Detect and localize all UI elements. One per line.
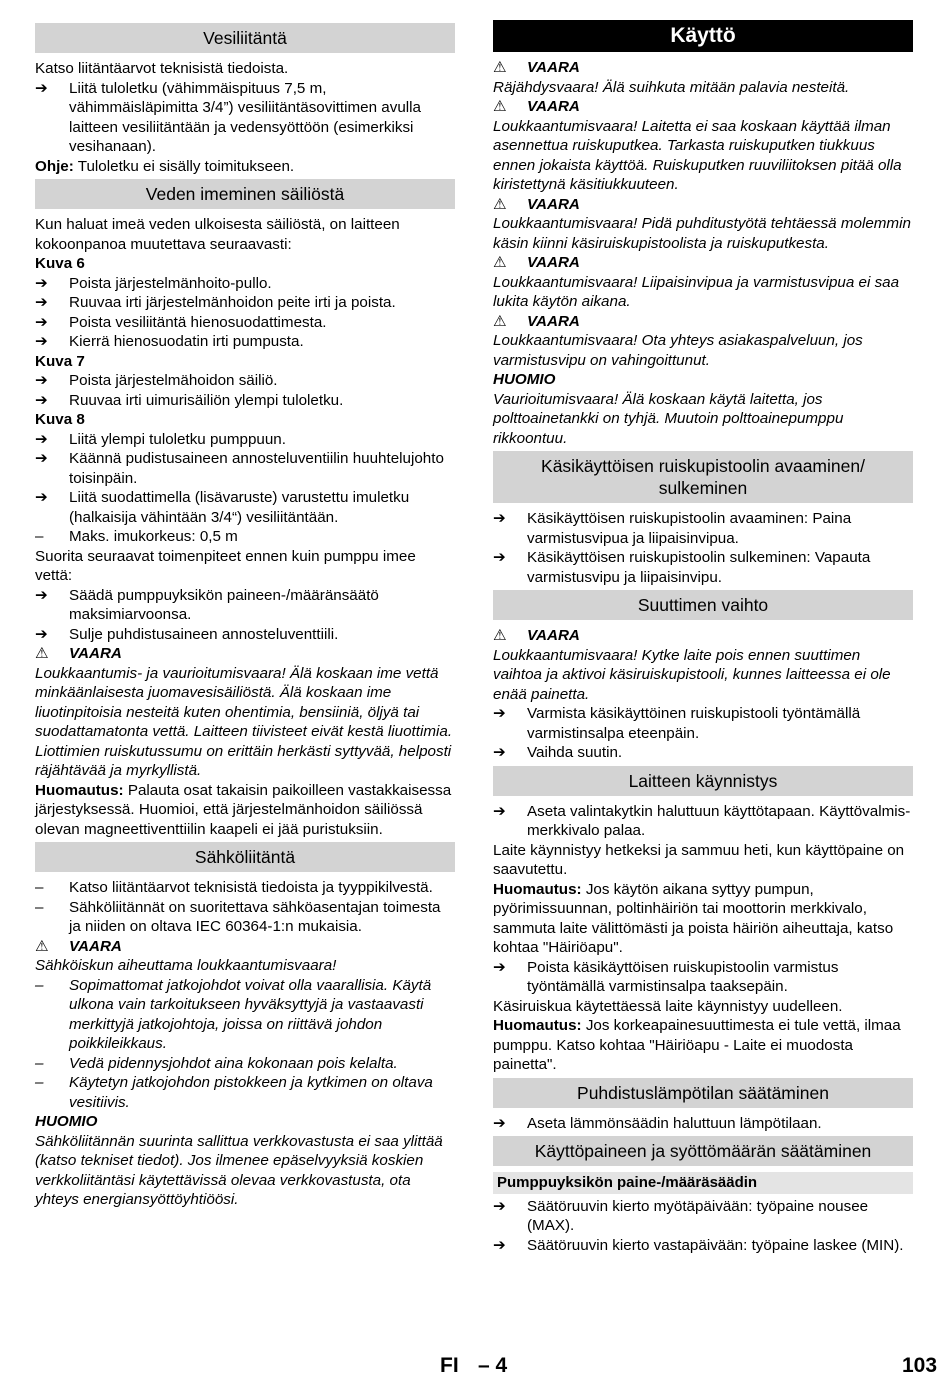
item-text: Käännä pudistusaineen annosteluventiilin huuhtelujohto toisinpäin.	[69, 450, 444, 487]
instruction-step	[35, 79, 455, 157]
arrow-icon: ➔	[493, 549, 506, 566]
warning-label: VAARA	[69, 645, 122, 662]
instruction-step	[35, 430, 455, 450]
item-text: Liitä ylempi tuloletku pumppuun.	[69, 430, 286, 448]
note-paragraph	[35, 157, 455, 177]
left-column	[35, 20, 455, 1210]
warning-heading	[493, 195, 913, 215]
arrow-icon: ➔	[35, 333, 48, 350]
item-text: Poista järjestelmänhoito-pullo.	[69, 274, 272, 292]
warning-triangle-icon: ⚠	[493, 254, 507, 271]
instruction-step	[493, 743, 913, 763]
warning-heading	[493, 312, 913, 332]
item-text: Käsikäyttöisen ruiskupistoolin avaaminen: Paina varmistusvipua ja liipaisinvipua.	[527, 510, 852, 547]
warning-label: VAARA	[527, 98, 580, 115]
item-text: Sopimattomat jatkojohdot voivat olla vaarallisia. Käytä ulkona vain tarkoitukseen hyväksyttyjä ja vastaavasti merkittyjä jatkojohtoja, joissa on riittävä johdon poikkileikkaus.	[69, 976, 432, 1052]
item-text: Vaihda suutin.	[527, 744, 623, 761]
item-text: Varmista käsikäyttöinen ruiskupistooli työntämällä varmistinsalpa eteenpäin.	[527, 705, 861, 742]
arrow-icon: ➔	[35, 391, 48, 409]
arrow-icon: ➔	[493, 1197, 506, 1215]
item-text: Käsikäyttöisen ruiskupistoolin sulkeminen: Vapauta varmistusvipu ja liipaisinvipu.	[527, 549, 871, 586]
warning-heading	[493, 253, 913, 273]
notice-heading: HUOMIO	[493, 371, 556, 388]
arrow-icon: ➔	[493, 802, 506, 820]
item-text: Sähköliitännät on suoritettava sähköasentajan toimesta ja niiden on oltava IEC 60364-1:n mukaisia.	[69, 898, 441, 935]
warning-triangle-icon: ⚠	[493, 312, 507, 330]
paragraph: Kun haluat imeä veden ulkoisesta säiliöstä, on laitteen kokoonpanoa muutettava seuraavasti:	[35, 216, 400, 253]
figure-label: Kuva 8	[35, 411, 85, 428]
dash-bullet: –	[35, 879, 44, 896]
dash-item	[35, 1054, 455, 1074]
warning-text: Räjähdysvaara! Älä suihkuta mitään palavia nesteitä.	[493, 78, 850, 96]
warning-triangle-icon: ⚠	[493, 195, 507, 213]
section-heading: Käsikäyttöisen ruiskupistoolin avaaminen/ sulkeminen	[493, 451, 913, 503]
warning-text: Vaurioitumisvaara! Älä koskaan käytä laitetta, jos polttoainetankki on tyhjä. Muutoin polttoainepumppu rikkoontuu.	[493, 390, 844, 447]
item-text: Poista vesiliitäntä hienosuodattimesta.	[69, 313, 327, 331]
section-heading: Veden imeminen säiliöstä	[35, 179, 455, 209]
warning-label: VAARA	[527, 59, 580, 76]
footer-section-page: – 4	[478, 1354, 508, 1377]
footer-lang: FI	[440, 1354, 459, 1377]
instruction-step	[493, 1236, 913, 1256]
arrow-icon: ➔	[35, 372, 48, 389]
instruction-step	[493, 802, 913, 841]
paragraph: Laite käynnistyy hetkeksi ja sammuu heti, kun käyttöpaine on saavutettu.	[493, 841, 905, 878]
note-text: Tuloletku ei sisälly toimitukseen.	[73, 157, 295, 175]
warning-label: VAARA	[527, 195, 580, 213]
note-label: Huomautus:	[493, 880, 582, 898]
note-label: Huomautus:	[35, 781, 124, 799]
instruction-step	[35, 371, 455, 391]
section-heading: Sähköliitäntä	[35, 842, 455, 872]
arrow-icon: ➔	[35, 274, 48, 292]
paragraph: Käsiruiskua käytettäessä laite käynnistyy uudelleen.	[493, 997, 843, 1015]
item-text: Katso liitäntäarvot teknisistä tiedoista ja tyyppikilvestä.	[69, 879, 433, 896]
instruction-step	[493, 1114, 913, 1134]
warning-heading	[493, 58, 913, 78]
section-heading: Käyttöpaineen ja syöttömäärän säätäminen	[493, 1136, 913, 1166]
warning-heading	[35, 644, 455, 664]
arrow-icon: ➔	[35, 430, 48, 448]
warning-text: Loukkaantumis- ja vaurioitumisvaara! Älä koskaan ime vettä minkäänlaisesta juomavesisäiliöstä. Älä koskaan ime liuotinpitoisia nesteitä kuten ohentimia, bensiiniä, öljyä tai suodattamatonta vettä. Laitteen tiivisteet eivät kestä liuottimia. Liottimien ruiskutussumu on erittäin herkästi syttyvää, helposti räjähtävää ja myrkyllistä.	[35, 664, 453, 779]
arrow-icon: ➔	[493, 705, 506, 722]
arrow-icon: ➔	[493, 1236, 506, 1254]
arrow-icon: ➔	[493, 1114, 506, 1132]
warning-label: VAARA	[69, 937, 122, 955]
instruction-step	[35, 449, 455, 488]
figure-label: Kuva 7	[35, 352, 85, 370]
warning-text: Loukkaantumisvaara! Kytke laite pois ennen suuttimen vaihtoa ja aktivoi käsiruiskupistooli, kunnes laitteessa ei ole enää painetta.	[493, 646, 891, 703]
note-text: Palauta osat takaisin paikoilleen vastakkaisessa järjestyksessä. Huomioi, että järjestelmänhoidon säiliössä olevan magneettiventtiilin kaapeli ei jää puristuksiin.	[35, 781, 452, 838]
arrow-icon: ➔	[35, 294, 48, 311]
warning-label: VAARA	[527, 627, 580, 644]
warning-heading	[493, 97, 913, 117]
figure-label: Kuva 6	[35, 255, 85, 272]
dash-bullet: –	[35, 1074, 44, 1091]
item-text: Poista järjestelmähoidon säiliö.	[69, 372, 278, 389]
instruction-step	[493, 1197, 913, 1236]
dash-item	[35, 898, 455, 937]
section-heading: Vesiliitäntä	[35, 23, 455, 53]
instruction-step	[35, 332, 455, 352]
arrow-icon: ➔	[493, 510, 506, 527]
warning-label: VAARA	[527, 312, 580, 330]
instruction-step	[493, 548, 913, 587]
arrow-icon: ➔	[35, 79, 48, 97]
note-text: Jos käytön aikana syttyy pumpun, pyörimissuunnan, poltinhäiriön tai moottorin merkkivalo, sammuta laite välittömästi ja poista häiriön aiheuttaja, katso kohtaa "Häiriöapu".	[493, 880, 894, 956]
instruction-step	[35, 274, 455, 294]
item-text: Maks. imukorkeus: 0,5 m	[69, 528, 238, 545]
note-label: Huomautus:	[493, 1017, 582, 1034]
note-paragraph	[493, 880, 913, 958]
section-heading: Puhdistuslämpötilan säätäminen	[493, 1078, 913, 1108]
warning-triangle-icon: ⚠	[493, 59, 507, 76]
item-text: Poista käsikäyttöisen ruiskupistoolin varmistus työntämällä varmistinsalpa taaksepäin.	[527, 958, 839, 995]
section-heading: Suuttimen vaihto	[493, 590, 913, 620]
item-text: Ruuvaa irti järjestelmänhoidon peite irti ja poista.	[69, 294, 396, 311]
note-paragraph	[35, 781, 455, 840]
note-label: Ohje:	[35, 157, 74, 175]
paragraph: Suorita seuraavat toimenpiteet ennen kuin pumppu imee vettä:	[35, 547, 416, 584]
instruction-step	[493, 958, 913, 997]
warning-text: Loukkaantumisvaara! Ota yhteys asiakaspalveluun, jos varmistusvipu on vahingoittunut.	[493, 332, 863, 369]
item-text: Aseta valintakytkin haluttuun käyttötapaan. Käyttövalmis-merkkivalo palaa.	[527, 802, 911, 839]
arrow-icon: ➔	[493, 744, 506, 761]
warning-triangle-icon: ⚠	[35, 937, 49, 955]
instruction-step	[35, 625, 455, 645]
warning-text: Loukkaantumisvaara! Laitetta ei saa koskaan käyttää ilman asennettua ruiskuputkea. Tarkasta ruiskuputken tiukkuus ennen jokaista käyttöä. Ruiskuputken ruuviliitoksen pitää olla kiristettynä käsitiukkuuteen.	[493, 117, 902, 193]
item-text: Käytetyn jatkojohdon pistokkeen ja kytkimen on oltava vesitiivis.	[69, 1074, 433, 1111]
arrow-icon: ➔	[35, 313, 48, 331]
instruction-step	[35, 586, 455, 625]
warning-text: Loukkaantumisvaara! Pidä puhditustyötä tehtäessä molemmin käsin kiinni käsiruiskupistoolista ja ruiskuputkesta.	[493, 215, 911, 252]
dash-item	[35, 976, 455, 1054]
dash-item	[35, 878, 455, 898]
arrow-icon: ➔	[35, 489, 48, 506]
item-text: Ruuvaa irti uimurisäiliön ylempi tuloletku.	[69, 391, 344, 409]
warning-triangle-icon: ⚠	[493, 627, 507, 644]
arrow-icon: ➔	[35, 450, 48, 467]
warning-text: Loukkaantumisvaara! Liipaisinvipua ja varmistusvipua ei saa lukita käytön aikana.	[493, 273, 900, 310]
section-heading: Laitteen käynnistys	[493, 766, 913, 796]
warning-text: Sähköiskun aiheuttama loukkaantumisvaara!	[35, 957, 337, 974]
arrow-icon: ➔	[493, 958, 506, 976]
dash-bullet: –	[35, 1054, 44, 1072]
warning-heading	[493, 626, 913, 646]
item-text: Kierrä hienosuodatin irti pumpusta.	[69, 333, 304, 350]
warning-triangle-icon: ⚠	[493, 98, 507, 115]
arrow-icon: ➔	[35, 586, 48, 604]
item-text: Säätöruuvin kierto vastapäivään: työpaine laskee (MIN).	[527, 1236, 904, 1254]
item-text: Vedä pidennysjohdot aina kokonaan pois kelalta.	[69, 1054, 398, 1072]
item-text: Aseta lämmönsäädin haluttuun lämpötilaan.	[527, 1114, 822, 1132]
dash-item	[35, 527, 455, 547]
instruction-step	[493, 704, 913, 743]
dash-bullet: –	[35, 528, 44, 545]
instruction-step	[35, 313, 455, 333]
page-number: 103	[902, 1354, 938, 1377]
chapter-heading: Käyttö	[493, 20, 913, 52]
notice-heading: HUOMIO	[35, 1113, 98, 1130]
item-text: Säädä pumppuyksikön paineen-/määränsäätö maksimiarvoonsa.	[69, 586, 379, 623]
arrow-icon: ➔	[35, 625, 48, 643]
instruction-step	[35, 391, 455, 411]
dash-item	[35, 1073, 455, 1112]
item-text: Liitä tuloletku (vähimmäispituus 7,5 m, vähimmäisläpimitta 3/4”) vesiliitäntäsovittimen avulla laitteen vesiliitäntään ja vedensyöttöön (esimerkiksi vesihanaan).	[69, 79, 421, 155]
note-paragraph	[493, 1016, 913, 1075]
instruction-step	[35, 293, 455, 313]
warning-heading	[35, 937, 455, 957]
warning-label: VAARA	[527, 254, 580, 271]
dash-bullet: –	[35, 898, 44, 916]
warning-triangle-icon: ⚠	[35, 645, 49, 662]
right-column	[493, 20, 913, 1255]
warning-text: Sähköliitännän suurinta sallittua verkkovastusta ei saa ylittää (katso tekniset tiedot). Jos ilmenee epäselvyyksiä koskien verkkoliitäntäsi käytettävissä olevaa verkkovastusta, ota yhteys energiansyöttöyhtiöösi.	[35, 1132, 443, 1208]
sub-heading: Pumppuyksikön paine-/määräsäädin	[493, 1172, 913, 1194]
note-text: Jos korkeapainesuuttimesta ei tule vettä, ilmaa pumppu. Katso kohtaa "Häiriöapu - Laite ei muodosta painetta".	[493, 1017, 901, 1073]
instruction-step	[493, 509, 913, 548]
dash-bullet: –	[35, 976, 44, 994]
instruction-step	[35, 488, 455, 527]
item-text: Liitä suodattimella (lisävaruste) varustettu imuletku (halkaisija vähintään 3/4“) vesiliitäntään.	[69, 489, 410, 526]
item-text: Sulje puhdistusaineen annosteluventtiili.	[69, 625, 339, 643]
paragraph: Katso liitäntäarvot teknisistä tiedoista.	[35, 60, 289, 77]
item-text: Säätöruuvin kierto myötäpäivään: työpaine nousee (MAX).	[527, 1197, 869, 1234]
